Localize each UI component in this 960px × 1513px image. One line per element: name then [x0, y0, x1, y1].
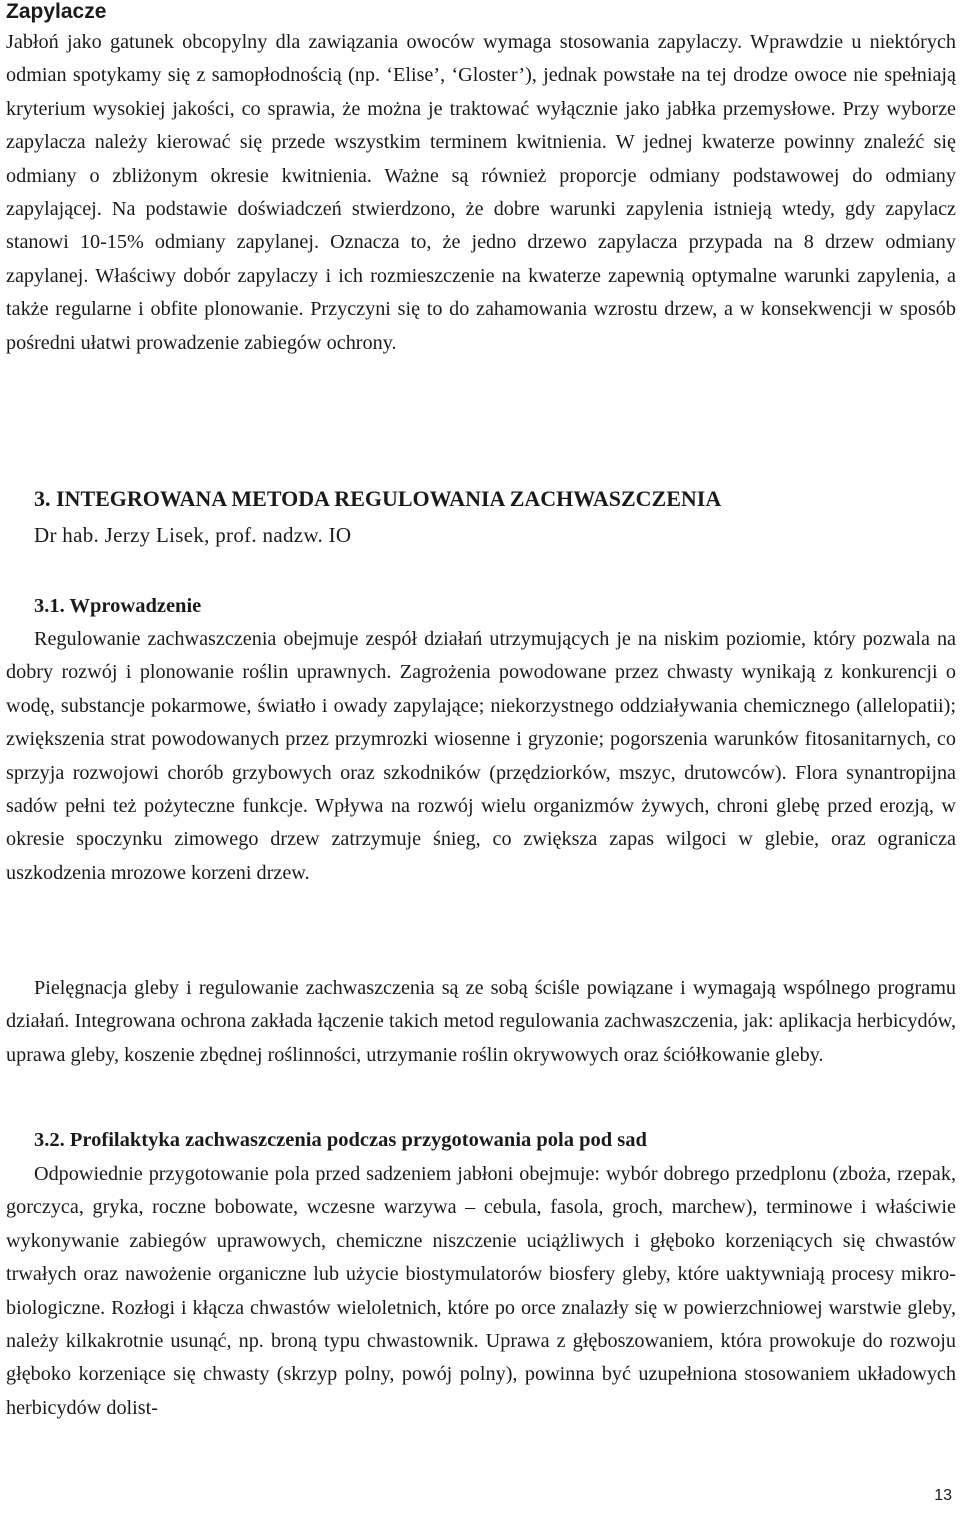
paragraph-wprowadzenie-2: Pielęgnacja gleby i regulowanie zachwaszczenia są ze sobą ściśle powiązane i wymagają wspólnego programu działań. Integrowana ochrona zakłada łączenie takich metod regulowania zachwaszczenia, jak: aplikacja herbicydów, uprawa gleby, koszenie zbędnej roślinności, utrzymanie roślin okrywowych oraz ściółkowanie gleby. [6, 977, 956, 1066]
author-line: Dr hab. Jerzy Lisek, prof. nadzw. IO [34, 523, 352, 547]
section-heading: 3. INTEGROWANA METODA REGULOWANIA ZACHWASZCZENIA [34, 486, 722, 511]
paragraph-zapylacze: Jabłoń jako gatunek obcopylny dla zawiązania owoców wymaga stosowania zapylaczy. Wprawdzie u niektórych odmian spotykamy się z samopłodnością (np. ‘Elise’, ‘Gloster’), jednak powstałe na tej drodze owoce nie spełniają kryterium wysokiej jakości, co sprawia, że można je traktować wyłącznie jako jabłka przemysłowe. Przy wyborze zapylacza należy kierować się przede wszystkim terminem kwitnienia. W jednej kwaterze powinny znaleźć się odmiany o zbliżonym okresie kwitnienia. Ważne są również proporcje odmiany podstawowej do odmiany zapylającej. Na podstawie doświadczeń stwierdzono, że dobre warunki zapylenia istnieją wtedy, gdy zapylacz stanowi 10-15% odmiany zapylanej. Oznacza to, że jedno drzewo zapylacza przypada na 8 drzew odmiany zapylanej. Właściwy dobór zapylaczy i ich rozmieszczenie na kwaterze zapewnią optymalne warunki zapylenia, a także regularne i obfite plonowanie. Przyczyni się to do zahamowania wzrostu drzew, a w konsekwencji w sposób pośredni ułatwi prowadzenie zabiegów ochrony. [6, 31, 956, 354]
paragraph-wprowadzenie-1: Regulowanie zachwaszczenia obejmuje zespół działań utrzymujących je na niskim poziomie, który pozwala na dobry rozwój i plonowanie roślin uprawnych. Zagrożenia powodowane przez chwasty wynikają z konkurencji o wodę, substancje pokarmowe, światło i owady zapylające; niekorzystnego oddziaływania chemicznego (allelopatii); zwiększenia strat powodowanych przez przymrozki wiosenne i gryzonie; pogorszenia warunków fitosanitarnych, co sprzyja rozwojowi chorób grzybowych oraz szkodników (przędziorków, mszyc, drutowców). Flora synantropijna sadów pełni też pożyteczne funkcje. Wpływa na rozwój wielu organizmów żywych, chroni glebę przed erozją, w okresie spoczynku zimowego drzew zatrzymuje śnieg, co zwiększa zapas wilgoci w glebie, oraz ogranicza uszkodzenia mrozowe korzeni drzew. [6, 628, 956, 884]
page-number: 13 [934, 1487, 952, 1504]
subheading-profilaktyka: 3.2. Profilaktyka zachwaszczenia podczas przygotowania pola pod sad [34, 1129, 647, 1151]
heading-zapylacze: Zapylacze [6, 0, 107, 23]
subheading-wprowadzenie: 3.1. Wprowadzenie [34, 595, 202, 617]
paragraph-profilaktyka: Odpowiednie przygotowanie pola przed sadzeniem jabłoni obejmuje: wybór dobrego przedplonu (zboża, rzepak, gorczyca, gryka, roczne bobowate, wczesne warzywa – cebula, fasola, groch, marchew), terminowe i właściwie wykonywanie zabiegów uprawowych, chemiczne niszczenie uciążliwych i głęboko korzeniących się chwastów trwałych oraz nawożenie organiczne lub użycie biostymulatorów biosfery gleby, które uaktywniają procesy mikrobiologiczne. Rozłogi i kłącza chwastów wieloletnich, które po orce znalazły się w powierzchniowej warstwie gleby, należy kilkakrotnie usunąć, np. broną typu chwastownik. Uprawa z głęboszowaniem, która prowokuje do rozwoju głęboko korzeniące się chwasty (skrzyp polny, powój polny), powinna być uzupełniona stosowaniem układowych herbicydów dolist- [6, 1163, 956, 1419]
